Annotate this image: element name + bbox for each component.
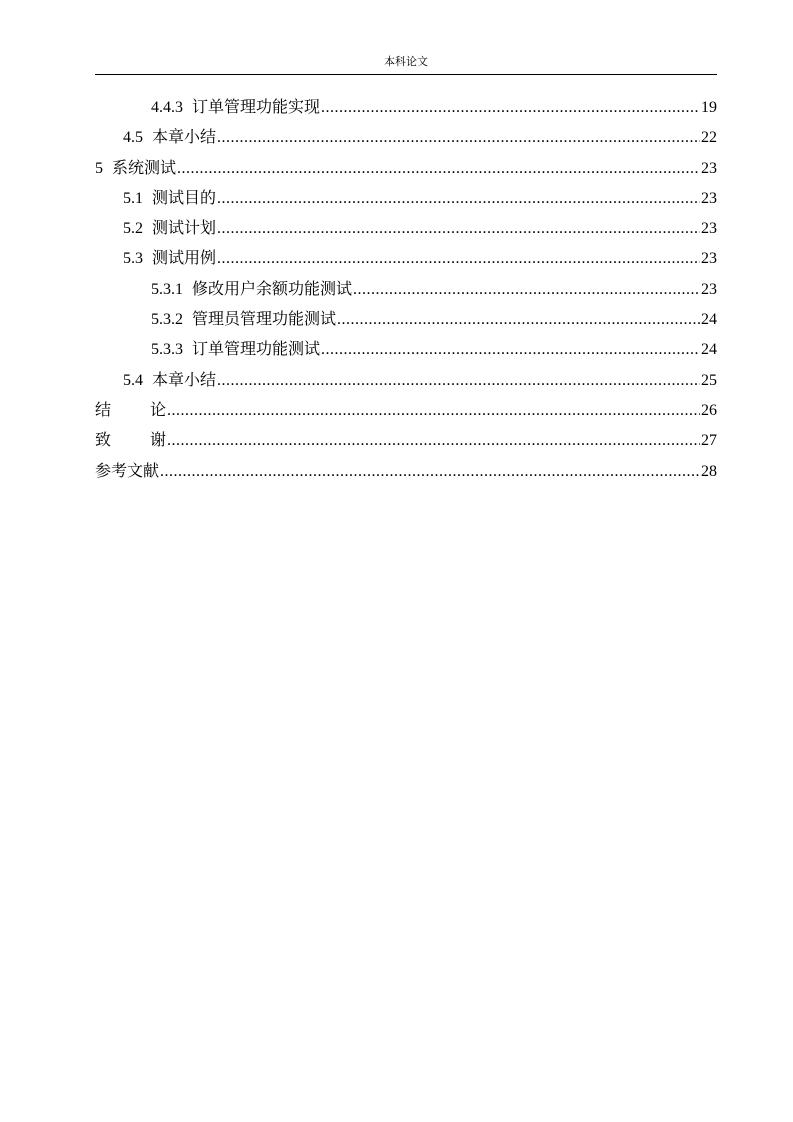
toc-dot-leader — [337, 305, 700, 335]
toc-entry-number: 4.4.3 — [151, 99, 183, 116]
toc-dot-leader — [217, 184, 700, 214]
toc-entry-number: 5 — [95, 159, 103, 177]
toc-entry-title: 结论 — [95, 401, 206, 419]
toc-entry-page: 22 — [701, 129, 717, 147]
toc-dot-leader — [167, 396, 700, 426]
toc-entry-5-3-3[interactable] — [95, 335, 717, 365]
toc-entry-title: 订单管理功能实现 — [192, 99, 321, 116]
toc-entry-title: 测试目的 — [152, 189, 217, 207]
toc-entry-5[interactable] — [95, 154, 717, 184]
toc-entry-5-4[interactable] — [95, 366, 717, 396]
toc-entry-5-3-1[interactable] — [95, 275, 717, 305]
toc-entry-number: 5.3.3 — [151, 341, 183, 359]
toc-entry-title: 管理员管理功能测试 — [192, 311, 337, 329]
toc-entry-title: 订单管理功能测试 — [192, 341, 321, 359]
toc-entry-page: 24 — [701, 341, 717, 359]
toc-entry-page: 23 — [701, 280, 717, 298]
toc-dot-leader — [177, 154, 700, 184]
table-of-contents — [95, 93, 717, 487]
toc-dot-leader — [217, 214, 700, 244]
toc-entry-title: 测试计划 — [152, 220, 217, 238]
toc-entry-number: 5.3 — [123, 250, 143, 268]
toc-entry-title: 修改用户余额功能测试 — [192, 280, 353, 298]
toc-entry-conclusion[interactable] — [95, 396, 717, 426]
toc-entry-number: 5.2 — [123, 220, 143, 238]
toc-entry-number: 4.5 — [123, 129, 143, 147]
toc-entry-references[interactable] — [95, 457, 717, 487]
toc-entry-page: 23 — [701, 189, 717, 207]
toc-dot-leader — [321, 93, 700, 123]
toc-entry-page: 23 — [701, 220, 717, 238]
toc-entry-page: 23 — [701, 159, 717, 177]
header-title: 本科论文 — [384, 56, 428, 68]
toc-dot-leader — [160, 457, 700, 487]
toc-dot-leader — [217, 244, 700, 274]
toc-entry-5-1[interactable] — [95, 184, 717, 214]
toc-entry-number: 5.4 — [123, 371, 143, 389]
toc-entry-title: 测试用例 — [152, 250, 217, 268]
toc-dot-leader — [321, 335, 700, 365]
toc-entry-title: 参考文献 — [95, 462, 160, 480]
toc-entry-page: 25 — [701, 371, 717, 389]
toc-dot-leader — [167, 426, 700, 456]
toc-entry-5-2[interactable] — [95, 214, 717, 244]
toc-entry-title: 致谢 — [95, 432, 206, 450]
toc-entry-number: 5.3.1 — [151, 280, 183, 298]
toc-dot-leader — [217, 366, 700, 396]
toc-dot-leader — [353, 275, 700, 305]
toc-entry-page: 27 — [701, 432, 717, 450]
toc-entry-number: 5.1 — [123, 189, 143, 207]
toc-entry-page: 26 — [701, 401, 717, 419]
toc-entry-number: 5.3.2 — [151, 311, 183, 329]
toc-entry-title: 本章小结 — [152, 129, 217, 147]
toc-entry-title: 本章小结 — [152, 371, 217, 389]
toc-entry-page: 28 — [701, 462, 717, 480]
page-header — [95, 52, 717, 75]
toc-entry-page: 23 — [701, 250, 717, 268]
toc-entry-page: 19 — [701, 99, 717, 116]
toc-entry-4-4-3[interactable] — [95, 93, 717, 123]
toc-entry-4-5[interactable] — [95, 123, 717, 153]
toc-dot-leader — [217, 123, 700, 153]
toc-entry-page: 24 — [701, 311, 717, 329]
toc-entry-title: 系统测试 — [112, 159, 177, 177]
toc-entry-5-3-2[interactable] — [95, 305, 717, 335]
toc-entry-acknowledgements[interactable] — [95, 426, 717, 456]
toc-entry-5-3[interactable] — [95, 244, 717, 274]
